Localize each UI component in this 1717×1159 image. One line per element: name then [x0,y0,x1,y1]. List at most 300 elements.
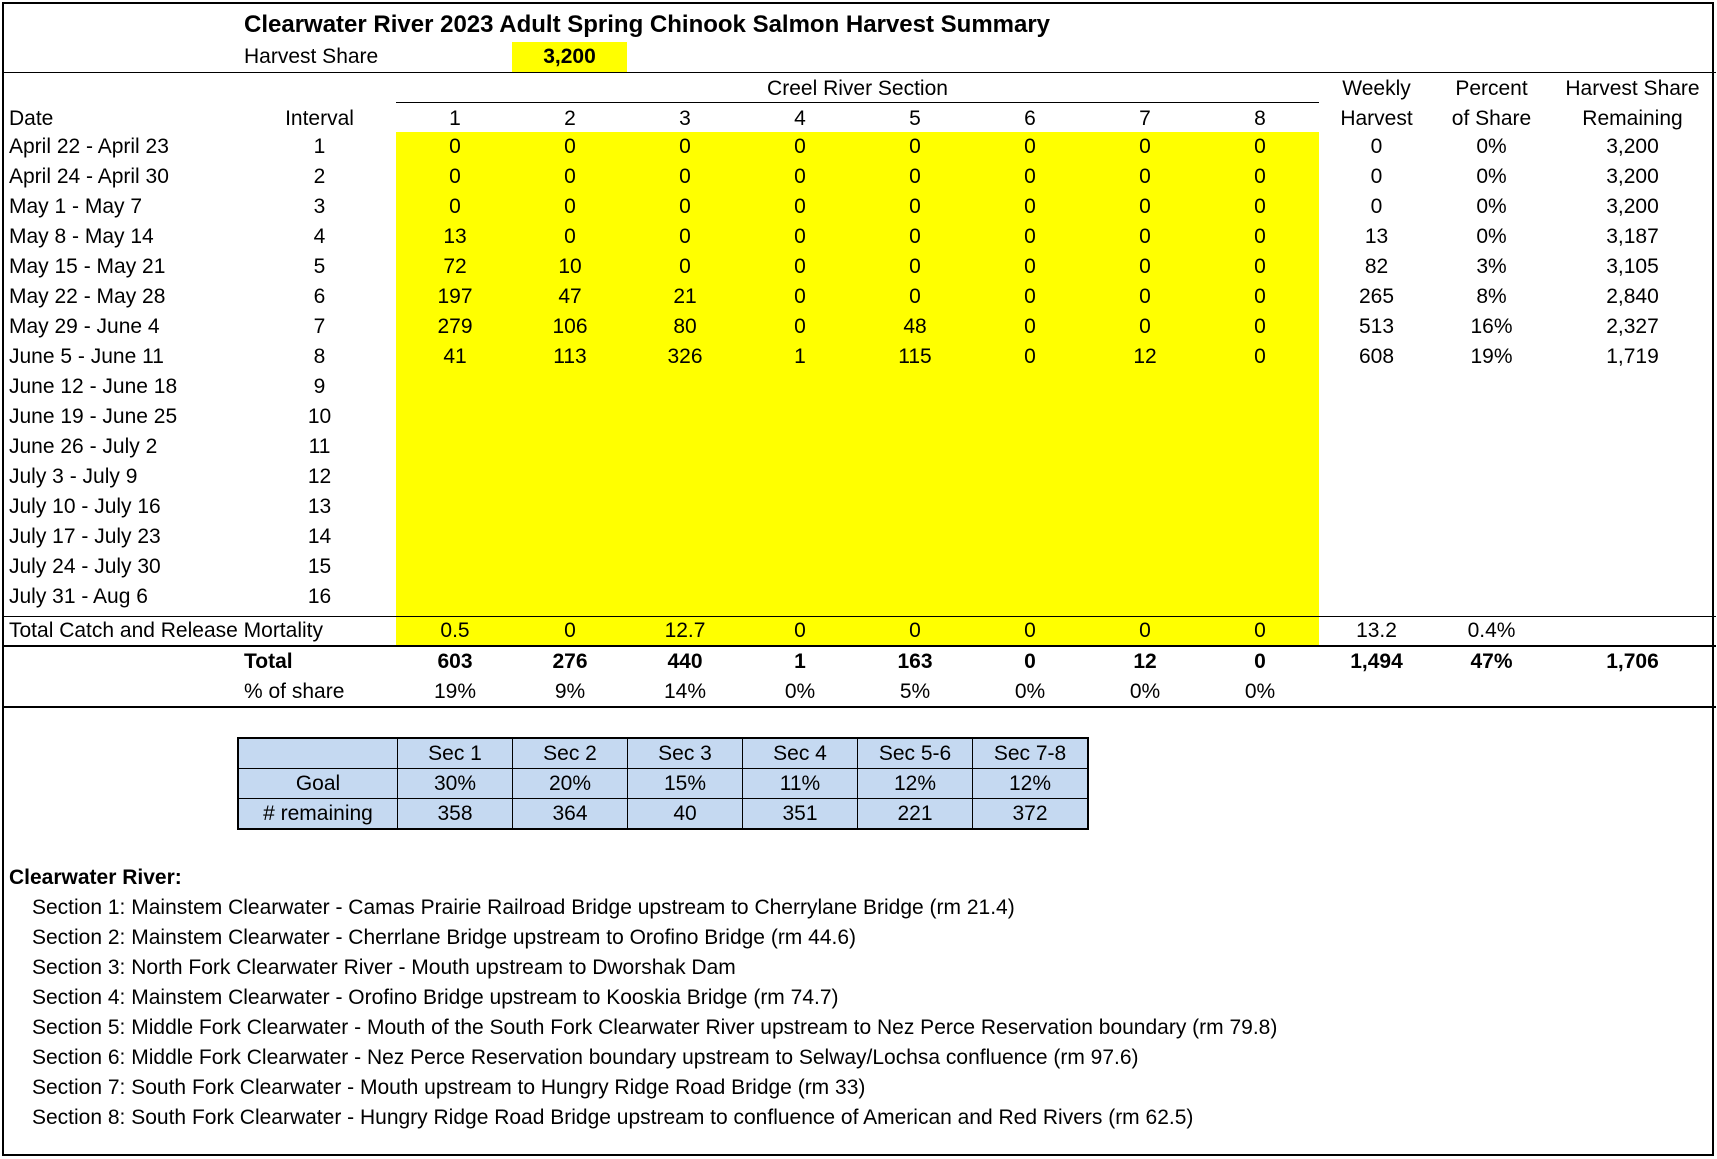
date-cell: May 29 - June 4 [9,315,160,338]
mortality-section-cell: 12.7 [664,619,706,642]
section-harvest-cell [971,432,1089,462]
mortality-label: Total Catch and Release Mortality [9,619,323,642]
weekly-harvest-cell: 0 [1370,195,1383,218]
section-harvest-cell [1201,582,1319,612]
section-harvest-cell: 0 [909,255,921,278]
section-harvest-cell [396,402,514,432]
weekly-harvest-cell: 608 [1358,345,1395,368]
date-cell: June 12 - June 18 [9,375,178,398]
section-harvest-cell: 0 [909,135,921,158]
mortality-section-cell: 0 [1024,619,1036,642]
percent-of-share-cell [1434,432,1549,462]
pct-share-section-cell: 0% [1129,680,1161,703]
section-harvest-cell: 0 [679,165,691,188]
table-row [4,522,1716,552]
date-cell: July 31 - Aug 6 [9,585,148,608]
section-harvest-cell [511,582,629,612]
mortality-weekly: 13.2 [1356,619,1397,642]
mortality-percent: 0.4% [1467,619,1516,642]
creel-river-section-header: Creel River Section [767,77,948,100]
goal-header-cell: Sec 2 [513,738,628,769]
section-description: Section 7: South Fork Clearwater - Mouth upstream to Hungry Ridge Road Bridge (rm 33) [32,1076,866,1099]
section-number-header: 4 [794,107,806,130]
goal-header-cell: Sec 5-6 [858,738,973,769]
mortality-section-cell: 0 [1139,619,1151,642]
weekly-harvest-cell [1319,582,1434,612]
percent-header-1: Percent [1455,77,1528,100]
share-remaining-cell: 3,105 [1606,255,1659,278]
section-harvest-cell [856,492,974,522]
section-harvest-cell: 0 [564,195,576,218]
section-description: Section 5: Middle Fork Clearwater - Mouth of the South Fork Clearwater River upstream to Nez Perce Reservation boundary (rm 79.8) [32,1016,1278,1039]
goal-header-cell: Sec 4 [743,738,858,769]
section-harvest-cell [1086,582,1204,612]
weekly-harvest-cell [1319,462,1434,492]
share-remaining-cell [1549,522,1716,552]
interval-cell: 16 [307,585,332,608]
share-remaining-cell: 3,200 [1606,165,1659,188]
remaining-cell: 358 [398,799,513,830]
date-cell: April 22 - April 23 [9,135,169,158]
interval-cell: 13 [307,495,332,518]
totals-section-cell: 0 [1024,650,1036,673]
share-remaining-cell [1549,582,1716,612]
section-harvest-cell: 0 [679,135,691,158]
table-row [4,552,1716,582]
interval-cell: 4 [313,225,326,248]
goal-header-cell: Sec 3 [628,738,743,769]
section-harvest-cell [856,582,974,612]
interval-cell: 3 [313,195,326,218]
weekly-harvest-cell: 13 [1364,225,1389,248]
section-number-header: 1 [449,107,461,130]
section-harvest-cell: 1 [794,345,806,368]
section-harvest-cell: 0 [1024,315,1036,338]
totals-row [4,647,1716,677]
harvest-share-label: Harvest Share [244,45,379,68]
section-harvest-cell [626,372,744,402]
section-harvest-cell: 115 [898,345,932,368]
harvest-share-value: 3,200 [543,45,596,68]
section-harvest-cell [626,582,744,612]
section-harvest-cell: 0 [1254,255,1266,278]
section-harvest-cell: 106 [552,315,588,338]
section-harvest-cell [1086,522,1204,552]
pct-share-section-cell: 5% [899,680,931,703]
section-harvest-cell [396,462,514,492]
section-harvest-cell: 0 [564,135,576,158]
section-description: Section 4: Mainstem Clearwater - Orofino Bridge upstream to Kooskia Bridge (rm 74.7) [32,986,839,1009]
section-harvest-cell: 0 [564,225,576,248]
goal-cell: 30% [398,769,513,799]
weekly-harvest-cell: 265 [1358,285,1395,308]
share-remaining-cell [1549,552,1716,582]
interval-cell: 6 [313,285,326,308]
section-harvest-cell [741,522,859,552]
interval-cell: 1 [313,135,326,158]
weekly-harvest-cell: 0 [1370,135,1383,158]
interval-cell: 11 [308,435,331,458]
mortality-section-cell: 0 [909,619,921,642]
weekly-harvest-cell [1319,522,1434,552]
percent-of-share-cell: 0% [1476,135,1507,158]
table-row [4,462,1716,492]
pct-share-section-cell: 0% [784,680,816,703]
mortality-section-cell: 0.5 [440,619,470,642]
percent-of-share-cell [1434,402,1549,432]
section-harvest-cell: 0 [1139,225,1151,248]
section-harvest-cell: 0 [679,225,691,248]
totals-section-cell: 0 [1254,650,1266,673]
harvest-summary-sheet [2,2,1714,1156]
section-harvest-cell: 0 [794,225,806,248]
percent-of-share-cell: 19% [1470,345,1513,368]
section-harvest-cell: 80 [673,315,697,338]
percent-of-share-cell: 0% [1476,195,1507,218]
share-remaining-cell: 3,187 [1606,225,1659,248]
section-number-header: 3 [679,107,691,130]
date-cell: July 24 - July 30 [9,555,161,578]
totals-section-cell: 276 [552,650,588,673]
section-harvest-cell [511,492,629,522]
percent-of-share-cell [1434,462,1549,492]
section-harvest-cell [1201,372,1319,402]
share-remaining-cell: 3,200 [1606,135,1659,158]
section-harvest-cell: 0 [794,285,806,308]
table-row [4,312,1716,342]
share-remaining-cell [1549,402,1716,432]
section-description: Section 8: South Fork Clearwater - Hungry Ridge Road Bridge upstream to confluence of American and Red Rivers (rm 62.5) [32,1106,1194,1129]
creel-header-underline [396,102,1319,103]
share-remaining-cell [1549,432,1716,462]
pct-share-section-cell: 19% [433,680,477,703]
date-cell: April 24 - April 30 [9,165,169,188]
section-description: Section 3: North Fork Clearwater River - Mouth upstream to Dworshak Dam [32,956,736,979]
section-harvest-cell: 0 [1024,255,1036,278]
share-remaining-cell: 1,719 [1606,345,1659,368]
section-harvest-cell: 197 [437,285,473,308]
section-harvest-cell [1201,492,1319,522]
percent-of-share-cell [1434,372,1549,402]
table-row [4,432,1716,462]
section-harvest-cell: 0 [1139,255,1151,278]
section-harvest-cell [971,552,1089,582]
section-harvest-cell [1086,402,1204,432]
date-cell: July 10 - July 16 [9,495,161,518]
section-harvest-cell: 0 [1139,285,1151,308]
goal-header-cell: Sec 7-8 [973,738,1089,769]
totals-weekly: 1,494 [1350,650,1403,673]
totals-label: Total [244,650,293,673]
section-harvest-cell: 0 [794,315,806,338]
section-harvest-cell: 48 [903,315,927,338]
section-harvest-cell [511,522,629,552]
table-row [4,342,1716,372]
mortality-row [4,616,1716,646]
section-harvest-cell [741,372,859,402]
interval-cell: 10 [307,405,332,428]
section-number-header: 8 [1254,107,1266,130]
section-harvest-cell [856,372,974,402]
section-harvest-cell: 10 [558,255,582,278]
section-harvest-cell [971,582,1089,612]
section-harvest-cell: 0 [1254,195,1266,218]
section-harvest-cell: 113 [553,345,587,368]
section-harvest-cell [741,552,859,582]
share-remaining-cell [1549,372,1716,402]
remaining-cell: 372 [973,799,1089,830]
date-cell: June 26 - July 2 [9,435,158,458]
section-harvest-cell [1201,462,1319,492]
section-harvest-cell: 0 [1024,345,1036,368]
section-number-header: 2 [564,107,576,130]
section-harvest-cell [511,432,629,462]
interval-cell: 5 [313,255,326,278]
section-harvest-cell: 0 [1254,315,1266,338]
percent-of-share-cell [1434,582,1549,612]
descriptions-title: Clearwater River: [9,866,182,889]
interval-cell: 12 [307,465,332,488]
section-harvest-cell [741,432,859,462]
remaining-row-label: # remaining [238,799,398,830]
table-row [4,582,1716,612]
section-harvest-cell: 41 [443,345,467,368]
percent-of-share-cell: 0% [1476,165,1507,188]
date-cell: July 17 - July 23 [9,525,161,548]
date-cell: July 3 - July 9 [9,465,138,488]
section-harvest-cell: 0 [794,165,806,188]
section-harvest-cell [626,552,744,582]
interval-cell: 9 [313,375,326,398]
section-harvest-cell [511,552,629,582]
section-harvest-cell: 0 [909,225,921,248]
mortality-section-cell: 0 [794,619,806,642]
section-description: Section 6: Middle Fork Clearwater - Nez Perce Reservation boundary upstream to Selway/Lochsa confluence (rm 97.6) [32,1046,1139,1069]
totals-remaining: 1,706 [1606,650,1659,673]
table-row [4,372,1716,402]
table-row [4,252,1716,282]
section-harvest-cell [626,432,744,462]
section-harvest-cell [741,402,859,432]
section-harvest-cell [1086,552,1204,582]
section-harvest-cell [971,402,1089,432]
section-goal-table [237,737,1089,830]
section-harvest-cell: 0 [909,165,921,188]
section-harvest-cell [396,522,514,552]
section-harvest-cell [971,522,1089,552]
remaining-header-2: Remaining [1582,107,1683,130]
totals-section-cell: 440 [667,650,703,673]
date-cell: May 22 - May 28 [9,285,166,308]
section-harvest-cell [1086,462,1204,492]
section-harvest-cell [626,462,744,492]
section-harvest-cell: 0 [1024,285,1036,308]
title-divider [4,72,1716,73]
totals-section-cell: 1 [794,650,806,673]
weekly-harvest-cell: 513 [1358,315,1395,338]
interval-cell: 15 [307,555,332,578]
section-harvest-cell [856,552,974,582]
percent-of-share-cell [1434,522,1549,552]
section-harvest-cell [856,522,974,552]
percent-of-share-cell: 16% [1470,315,1513,338]
table-row [4,192,1716,222]
weekly-harvest-cell: 82 [1364,255,1389,278]
section-harvest-cell: 0 [794,195,806,218]
section-harvest-cell [1086,372,1204,402]
goal-cell: 12% [973,769,1089,799]
section-harvest-cell [396,582,514,612]
section-harvest-cell: 0 [1024,165,1036,188]
percent-of-share-cell [1434,492,1549,522]
totals-section-cell: 163 [897,650,933,673]
weekly-harvest-cell [1319,552,1434,582]
pct-share-section-cell: 9% [554,680,586,703]
section-harvest-cell: 0 [449,135,461,158]
section-harvest-cell [396,492,514,522]
section-harvest-cell: 12 [1133,345,1157,368]
section-harvest-cell [971,372,1089,402]
section-harvest-cell: 0 [1024,195,1036,218]
goal-header-cell: Sec 1 [398,738,513,769]
interval-cell: 2 [313,165,326,188]
section-harvest-cell: 0 [679,195,691,218]
section-harvest-cell: 0 [1024,225,1036,248]
date-cell: May 8 - May 14 [9,225,154,248]
weekly-harvest-cell [1319,372,1434,402]
goal-row-label: Goal [238,769,398,799]
remaining-cell: 40 [628,799,743,830]
section-harvest-cell: 0 [1254,225,1266,248]
share-remaining-cell: 3,200 [1606,195,1659,218]
section-harvest-cell: 0 [1254,135,1266,158]
remaining-cell: 364 [513,799,628,830]
weekly-harvest-cell [1319,432,1434,462]
section-harvest-cell: 72 [443,255,467,278]
section-harvest-cell: 326 [667,345,703,368]
goal-cell: 15% [628,769,743,799]
mortality-section-cell: 0 [564,619,576,642]
section-harvest-cell: 0 [794,255,806,278]
section-harvest-cell [971,462,1089,492]
interval-cell: 14 [307,525,332,548]
goal-cell: 20% [513,769,628,799]
section-number-header: 6 [1024,107,1036,130]
section-harvest-cell [856,432,974,462]
pct-share-row [4,677,1716,707]
pct-share-section-cell: 0% [1244,680,1276,703]
section-harvest-cell [511,372,629,402]
date-header: Date [9,107,54,130]
table-row [4,282,1716,312]
section-number-header: 5 [909,107,921,130]
section-harvest-cell [396,552,514,582]
section-harvest-cell [511,462,629,492]
percent-of-share-cell: 8% [1476,285,1507,308]
section-harvest-cell [1201,552,1319,582]
section-harvest-cell: 0 [794,135,806,158]
section-harvest-cell: 0 [1254,285,1266,308]
page-title: Clearwater River 2023 Adult Spring Chinook Salmon Harvest Summary [244,11,1051,38]
section-harvest-cell: 0 [1254,165,1266,188]
section-harvest-cell [741,492,859,522]
section-harvest-cell: 0 [1139,315,1151,338]
date-cell: June 19 - June 25 [9,405,178,428]
section-description: Section 2: Mainstem Clearwater - Cherrlane Bridge upstream to Orofino Bridge (rm 44.6) [32,926,857,949]
section-harvest-cell [396,372,514,402]
section-harvest-cell [626,402,744,432]
totals-percent: 47% [1470,650,1513,673]
goal-cell: 11% [743,769,858,799]
share-remaining-cell: 2,327 [1606,315,1659,338]
date-cell: May 1 - May 7 [9,195,143,218]
section-harvest-cell: 0 [1024,135,1036,158]
date-cell: June 5 - June 11 [9,345,164,368]
section-harvest-cell [1086,492,1204,522]
section-harvest-cell [856,402,974,432]
interval-cell: 8 [313,345,326,368]
section-harvest-cell [1086,432,1204,462]
table-row [4,132,1716,162]
totals-section-cell: 603 [437,650,473,673]
weekly-harvest-cell: 0 [1370,165,1383,188]
table-row [4,402,1716,432]
pct-share-section-cell: 14% [663,680,707,703]
mortality-section-cell: 0 [1254,619,1266,642]
section-harvest-cell [1201,402,1319,432]
goal-table-corner [238,738,398,769]
percent-of-share-cell [1434,552,1549,582]
section-harvest-cell: 0 [449,195,461,218]
section-harvest-cell [856,462,974,492]
weekly-header-2: Harvest [1340,107,1413,130]
section-harvest-cell [971,492,1089,522]
section-harvest-cell: 0 [909,285,921,308]
section-harvest-cell: 0 [1139,195,1151,218]
section-harvest-cell: 47 [558,285,582,308]
percent-of-share-cell: 0% [1476,225,1507,248]
share-remaining-cell [1549,492,1716,522]
section-harvest-cell [396,432,514,462]
section-harvest-cell: 0 [449,165,461,188]
goal-cell: 12% [858,769,973,799]
remaining-cell: 221 [858,799,973,830]
table-row [4,492,1716,522]
weekly-header-1: Weekly [1342,77,1411,100]
section-harvest-cell [626,522,744,552]
interval-header: Interval [285,107,354,130]
section-harvest-cell: 0 [1139,165,1151,188]
section-harvest-cell [1201,432,1319,462]
section-harvest-cell: 0 [1139,135,1151,158]
section-harvest-cell: 279 [437,315,473,338]
section-harvest-cell [741,462,859,492]
weekly-harvest-cell [1319,492,1434,522]
section-harvest-cell: 13 [443,225,467,248]
section-harvest-cell: 0 [564,165,576,188]
totals-section-cell: 12 [1133,650,1157,673]
date-cell: May 15 - May 21 [9,255,166,278]
section-description: Section 1: Mainstem Clearwater - Camas Prairie Railroad Bridge upstream to Cherrylane Bridge (rm 21.4) [32,896,1015,919]
section-harvest-cell: 0 [1254,345,1266,368]
remaining-cell: 351 [743,799,858,830]
weekly-harvest-cell [1319,402,1434,432]
section-harvest-cell [741,582,859,612]
section-number-header: 7 [1139,107,1151,130]
totals-bottom-border [4,706,1716,708]
section-harvest-cell: 0 [679,255,691,278]
section-harvest-cell [511,402,629,432]
